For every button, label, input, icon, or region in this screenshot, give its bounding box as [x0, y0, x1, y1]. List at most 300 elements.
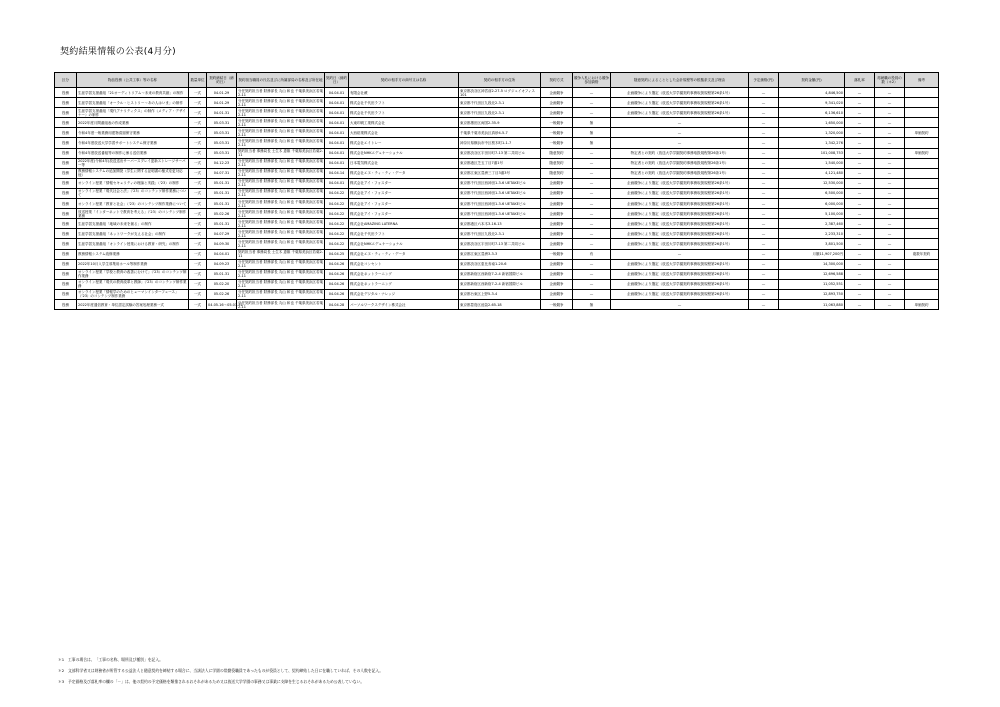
table-cell: 役務 — [55, 108, 77, 118]
footnote: ＊3 予定価格及び落札率の欄の「－」は、他の契約の予定価格を類推されるおそれがあるため又は放送大学学園の事務又は事業に支障を生じるおそれがあるため公表していない。 — [58, 679, 365, 684]
table-cell: — — [845, 239, 875, 249]
table-cell: 生涯学習支援番組「オーラル・ヒストリー～あの人はいま」の制作 — [77, 98, 189, 108]
table-cell — [905, 229, 939, 239]
column-header: 契約担当職員の氏名並びに所属部局の名称及び所在地 — [237, 73, 325, 88]
table-cell: 株式会社ネットラーニング — [349, 269, 459, 279]
table-cell: — — [875, 98, 905, 108]
table-cell: 05.01.31 — [207, 199, 237, 209]
table-cell: — — [875, 239, 905, 249]
table-cell: 04.05.16～05.03.31 — [207, 299, 237, 309]
table-cell: 分任契約担当者 財務部長 丸山 和也 千葉県美浜区若葉2-11 — [238, 98, 323, 107]
table-cell: 株式会社コンセント — [349, 259, 459, 269]
table-cell: — — [845, 138, 875, 148]
table-cell: 役務 — [55, 98, 77, 108]
table-cell: 株式会社千代田ラフト — [349, 98, 459, 108]
table-row — [55, 128, 939, 138]
table-cell: 04.04.01 — [325, 158, 349, 168]
table-cell: 特定者との契約（放送大学学園契約事務取扱規程第26条1号） — [611, 158, 749, 168]
table-cell: 企画競争により選定（放送大学学園契約事務取扱規程第26条1号） — [611, 199, 749, 209]
table-cell: 企画競争により選定（放送大学学園契約事務取扱規程第26条1号） — [611, 209, 749, 219]
table-cell: 04.04.26 — [325, 289, 349, 299]
table-cell: — — [845, 209, 875, 219]
page-title: 契約結果情報の公表(4月分) — [60, 47, 176, 57]
table-cell: 04.04.01 — [325, 88, 349, 98]
table-row — [55, 88, 939, 98]
contract-results-table — [54, 72, 939, 310]
table-cell: 一般競争 — [541, 138, 573, 148]
table-cell: 株式会社NHKエデュケーショナル — [349, 239, 459, 249]
table-cell: 東京都港区六本木3-16-13 — [459, 219, 541, 229]
table-cell: — — [573, 178, 611, 188]
table-cell: 一式 — [189, 138, 207, 148]
table-cell: — — [749, 249, 779, 259]
table-cell — [905, 209, 939, 219]
table-cell: — — [875, 138, 905, 148]
table-cell: — — [573, 158, 611, 168]
table-cell: 株式会社ネットラーニング — [349, 279, 459, 289]
table-cell: オンライン授業「情報セキュリティの理論と実践」（'23）の制作 — [77, 178, 189, 188]
table-cell: — — [611, 118, 749, 128]
table-cell: 令和4年度放送番組等の制作に係る送信業務 — [77, 148, 189, 158]
table-cell — [905, 158, 939, 168]
table-cell: 企画競争により選定（放送大学学園契約事務取扱規程第26条1号） — [611, 219, 749, 229]
table-cell: — — [845, 118, 875, 128]
table-cell: 東京都千代田区西神田1-3-6 UETAKEビル — [459, 209, 541, 219]
table-cell: — — [875, 269, 905, 279]
table-cell: — — [749, 219, 779, 229]
table-cell: 複数年契約 — [905, 249, 939, 259]
table-cell: — — [749, 239, 779, 249]
table-cell: 一式 — [189, 219, 207, 229]
table-cell: — — [875, 249, 905, 259]
table-cell: — — [749, 188, 779, 198]
table-cell: 分任契約担当者 財務部長 丸山 和也 千葉県美浜区若葉2-11 — [238, 270, 323, 279]
table-cell: 役務 — [55, 209, 77, 219]
table-cell: — — [845, 168, 875, 178]
table-cell: 一式 — [189, 269, 207, 279]
table-cell: 12,530,000 — [779, 178, 845, 188]
table-cell: — — [573, 108, 611, 118]
table-cell: — — [573, 188, 611, 198]
table-row — [55, 199, 939, 209]
footnotes — [58, 657, 938, 690]
table-row — [55, 158, 939, 168]
table-cell: 神奈川県横浜市中区桜木町1-1-7 — [459, 138, 541, 148]
table-cell: — — [573, 229, 611, 239]
table-cell: — — [875, 279, 905, 289]
table-cell: 企画競争により選定（放送大学学園契約事務取扱規程第26条1号） — [611, 289, 749, 299]
table-cell: — — [573, 289, 611, 299]
table-cell — [905, 88, 939, 98]
table-cell: 月額11,907,200円 — [779, 249, 845, 259]
table-cell: — — [749, 209, 779, 219]
table-cell: 役務 — [55, 199, 77, 209]
table-cell: — — [845, 178, 875, 188]
column-header: 随意契約によることとした会計規程等の根拠条文及び理由 — [611, 73, 749, 88]
table-cell: オンライン授業「教育と社会」（'23）のコンテンツ制作業務について — [77, 199, 189, 209]
table-cell: — — [749, 138, 779, 148]
column-header: 落札率 — [845, 73, 875, 88]
table-cell — [905, 188, 939, 198]
column-header: 区分 — [55, 73, 77, 88]
table-cell: — — [749, 229, 779, 239]
table-cell: — — [749, 269, 779, 279]
table-cell: 企画競争により選定（放送大学学園契約事務取扱規程第26条1号） — [611, 259, 749, 269]
table-cell: — — [845, 199, 875, 209]
table-cell — [905, 239, 939, 249]
table-cell: 無 — [573, 299, 611, 309]
table-cell: 東京都千代田区九段北2-3-1 — [459, 229, 541, 239]
table-cell: — — [845, 88, 875, 98]
table-cell: — — [749, 199, 779, 209]
table-row — [55, 108, 939, 118]
table-row — [55, 289, 939, 299]
table-cell: 一般競争 — [541, 249, 573, 259]
table-cell: 生涯学習支援番組「ネットワークが支える社会」の制作 — [77, 229, 189, 239]
table-cell: 分任契約担当者 財務部長 丸山 和也 千葉県美浜区若葉2-11 — [238, 239, 323, 248]
table-cell: 101,008,753 — [779, 148, 845, 158]
table-cell: 企画競争 — [541, 178, 573, 188]
table-cell: — — [749, 108, 779, 118]
table-cell: 04.01.29 — [207, 88, 237, 98]
table-cell: 教務情報システムの追加開発（学生に関する証明書の様式変更対応他） — [77, 168, 189, 178]
table-cell — [905, 199, 939, 209]
table-cell: 分任契約担当者 財務部長 丸山 和也 千葉県美浜区若葉2-11 — [238, 128, 323, 137]
table-cell: 一式 — [189, 88, 207, 98]
table-cell: — — [749, 128, 779, 138]
table-cell: 生涯学習支援番組「地域の未来を創る」の制作 — [77, 219, 189, 229]
table-cell: 5,100,000 — [779, 209, 845, 219]
table-cell: 05.01.31 — [207, 188, 237, 198]
table-cell: 東京都江東区豊洲三丁目3番3号 — [459, 168, 541, 178]
table-cell: 役務 — [55, 118, 77, 128]
table-row — [55, 249, 939, 259]
table-cell: 契約担当者 事務局長 土生木 恵雄 千葉県美浜区若葉2-11 — [238, 250, 323, 259]
table-cell: — — [749, 168, 779, 178]
table-cell: 特定者との契約（放送大学学園契約事務取扱規程第26条1号） — [611, 168, 749, 178]
column-header: 再就職の役員の数（＊2） — [875, 73, 905, 88]
table-row — [55, 138, 939, 148]
table-cell: 04.04.28 — [325, 299, 349, 309]
table-cell: 千葉県千葉市美浜区真砂4-5-7 — [459, 128, 541, 138]
table-cell: — — [875, 178, 905, 188]
table-cell: 企画競争により選定（放送大学学園契約事務取扱規程第26条1号） — [611, 178, 749, 188]
table-cell: 2022年10月入学生募集用ホール等制作業務 — [77, 259, 189, 269]
table-cell: — — [611, 299, 749, 309]
table-cell: 分任契約担当者 財務部長 丸山 和也 千葉県美浜区若葉2-11 — [238, 219, 323, 228]
table-cell: 東京都千代田区九段北2-3-1 — [459, 98, 541, 108]
table-cell: 役務 — [55, 289, 77, 299]
table-cell: 役務 — [55, 269, 77, 279]
table-cell: 04.04.22 — [325, 239, 349, 249]
table-cell: 株式会社千代田ラフト — [349, 229, 459, 239]
table-cell: 株式会社デジタル・ナレッジ — [349, 289, 459, 299]
table-cell: 東京都港区芝五丁目7番1号 — [459, 158, 541, 168]
table-cell: 役務 — [55, 188, 77, 198]
table-cell: 企画競争 — [541, 98, 573, 108]
table-cell: 東京都新宿区西新宿7-2-4 新宿国際ビル — [459, 269, 541, 279]
table-cell: 役務 — [55, 88, 77, 98]
column-header: 契約の相手方の商号又は名称 — [349, 73, 459, 88]
table-cell: 05.02.26 — [207, 289, 237, 299]
table-cell: 分任契約担当者 財務部長 丸山 和也 千葉県美浜区若葉2-11 — [238, 88, 323, 97]
table-cell: 企画競争 — [541, 289, 573, 299]
table-cell: 企画競争により選定（放送大学学園契約事務取扱規程第26条1号） — [611, 269, 749, 279]
table-cell: — — [749, 299, 779, 309]
table-cell: 04.12.23 — [207, 158, 237, 168]
table-cell: 05.03.31 — [207, 138, 237, 148]
table-cell: 04.07.31 — [207, 168, 237, 178]
table-cell: 04.04.25 — [325, 249, 349, 259]
table-row — [55, 279, 939, 289]
table-cell: — — [573, 199, 611, 209]
table-cell: 企画競争 — [541, 279, 573, 289]
table-cell — [905, 279, 939, 289]
table-cell: — — [875, 289, 905, 299]
table-cell: 分任契約担当者 財務部長 丸山 和也 千葉県美浜区若葉2-11 — [238, 300, 323, 309]
table-cell: 企画競争 — [541, 108, 573, 118]
table-cell: 株式会社アイ・フォスター — [349, 199, 459, 209]
table-cell: 企画競争により選定（放送大学学園契約事務取扱規程第26条1号） — [611, 108, 749, 118]
table-cell: 企画競争により選定（放送大学学園契約事務取扱規程第26条1号） — [611, 88, 749, 98]
table-cell: 大西総業株式会社 — [349, 128, 459, 138]
table-cell: — — [611, 249, 749, 259]
table-cell: 分任契約担当者 財務部長 丸山 和也 千葉県美浜区若葉2-11 — [238, 108, 323, 117]
table-cell: 東京都台東区上野5-3-4 — [459, 289, 541, 299]
table-cell: — — [875, 118, 905, 128]
table-cell: — — [845, 219, 875, 229]
table-cell: 05.03.31 — [207, 148, 237, 158]
table-cell: 株式会社エイトレー — [349, 138, 459, 148]
table-cell: 2022年度(令和4年)放送送出サーバースプレイ更新ストレージサーバー等 — [77, 158, 189, 168]
table-cell: — — [875, 199, 905, 209]
table-cell: 05.01.31 — [207, 178, 237, 188]
table-cell: — — [845, 98, 875, 108]
table-cell: 随意契約 — [541, 168, 573, 178]
table-cell: 東京都千代田区西神田1-3-6 UETAKEビル — [459, 188, 541, 198]
table-cell: 05.02.20 — [207, 279, 237, 289]
table-cell: 11,063,880 — [779, 299, 845, 309]
table-cell: — — [573, 88, 611, 98]
table-cell: — — [573, 219, 611, 229]
table-cell: 分任契約担当者 財務部長 丸山 和也 千葉県美浜区若葉2-11 — [238, 229, 323, 238]
table-cell: 一式 — [189, 148, 207, 158]
table-cell: 04.09.30 — [207, 239, 237, 249]
table-cell: 役務 — [55, 229, 77, 239]
table-header-row — [55, 73, 939, 88]
table-cell: 6,500,000 — [779, 188, 845, 198]
table-cell: — — [845, 299, 875, 309]
table-cell: 04.04.22 — [325, 199, 349, 209]
table-cell: — — [845, 249, 875, 259]
table-cell: 企画競争 — [541, 219, 573, 229]
table-cell: 一式 — [189, 178, 207, 188]
table-cell: 04.04.26 — [325, 279, 349, 289]
table-cell: — — [749, 158, 779, 168]
table-cell: 04.04.22 — [325, 219, 349, 229]
table-cell: 日本電気株式会社 — [349, 158, 459, 168]
table-cell: 随意契約 — [541, 158, 573, 168]
table-cell: 企画競争 — [541, 229, 573, 239]
table-cell: 05.01.31 — [207, 269, 237, 279]
footnote: ＊2 文部科学省又は財務省が所管する公益法人と随意契約を締結する場合に、当該法人に学園の常勤役職員であったものが役員として、契約締結した日に在職していれば、その人数を記入。 — [58, 668, 384, 673]
table-cell: 04.04.01 — [325, 148, 349, 158]
table-cell: — — [875, 168, 905, 178]
table-cell: 企画競争により選定（放送大学学園契約事務取扱規程第26条1号） — [611, 239, 749, 249]
table-cell: 生涯学習支援番組「オンライン授業における教育・研究」の制作 — [77, 239, 189, 249]
table-cell: 12,893,750 — [779, 289, 845, 299]
table-cell — [905, 118, 939, 128]
table-cell: 企画競争により選定（放送大学学園契約事務取扱規程第26条1号） — [611, 98, 749, 108]
table-cell: 14,300,000 — [779, 259, 845, 269]
table-cell: 05.01.31 — [207, 219, 237, 229]
table-cell: 04.04.01 — [325, 128, 349, 138]
table-cell: — — [749, 118, 779, 128]
table-cell: 04.04.26 — [325, 269, 349, 279]
table-cell: — — [845, 269, 875, 279]
table-cell: — — [611, 138, 749, 148]
table-cell: 東京都渋谷区恵比寿南1-20-6 — [459, 259, 541, 269]
table-cell: — — [573, 168, 611, 178]
table-cell: 株式会社千代田ラフト — [349, 108, 459, 118]
table-cell: — — [573, 259, 611, 269]
table-cell: 一式 — [189, 158, 207, 168]
table-cell: — — [875, 88, 905, 98]
table-cell: — — [875, 219, 905, 229]
table-cell: 一般競争 — [541, 299, 573, 309]
table-cell: 東京都渋谷区宇田川町7-13 第二共同ビル — [459, 239, 541, 249]
table-cell: 2,233,310 — [779, 229, 845, 239]
table-cell: 4,846,500 — [779, 88, 845, 98]
table-cell: 役務 — [55, 249, 77, 259]
column-header: 備考 — [905, 73, 939, 88]
table-cell: 分任契約担当者 財務部長 丸山 和也 千葉県美浜区若葉2-11 — [238, 209, 323, 218]
table-cell: 生涯学習支援番組「現代アナリティクス」の制作（メディア・デザイナー）の制作 — [77, 108, 189, 118]
table-cell: 株式会社エヌ・ティ・ティ・データ — [349, 168, 459, 178]
table-cell: 04.01.31 — [207, 108, 237, 118]
table-cell: 04.04.22 — [325, 188, 349, 198]
table-cell: 6,000,000 — [779, 199, 845, 209]
table-cell: — — [845, 229, 875, 239]
table-cell: 一式 — [189, 199, 207, 209]
table-cell: 2022年度通信教育・単位認定試験の答案処理業務一式 — [77, 299, 189, 309]
column-header: 物品役務（公共工事）等の名称 — [77, 73, 189, 88]
table-cell: 9,341,020 — [779, 98, 845, 108]
table-cell: — — [845, 188, 875, 198]
table-row — [55, 259, 939, 269]
table-cell: 05.02.26 — [207, 209, 237, 219]
table-cell: 東京都豊島区池袋2-65-18 — [459, 299, 541, 309]
table-cell: 1,342,276 — [779, 138, 845, 148]
table-cell: パーソルワークスデザイン株式会社 — [349, 299, 459, 309]
table-cell: 04.04.22 — [325, 229, 349, 239]
table-cell: — — [749, 279, 779, 289]
table-cell: 株式会社アイ・フォスター — [349, 188, 459, 198]
table-cell: 企画競争 — [541, 239, 573, 249]
table-cell: 企画競争 — [541, 259, 573, 269]
table-cell: 株式会社アイ・フォスター — [349, 178, 459, 188]
table-cell: 分任契約担当者 財務部長 丸山 和也 千葉県美浜区若葉2-11 — [238, 139, 323, 148]
table-cell — [905, 138, 939, 148]
table-cell: — — [875, 209, 905, 219]
table-cell: 一式 — [189, 239, 207, 249]
table-row — [55, 269, 939, 279]
table-row — [55, 209, 939, 219]
table-cell: 一式 — [189, 299, 207, 309]
table-cell: 役務 — [55, 148, 77, 158]
table-cell: 1,650,000 — [779, 118, 845, 128]
column-header: 予定価格(円) — [749, 73, 779, 88]
table-cell: — — [875, 148, 905, 158]
column-header: 競争入札における競争参加資格 — [573, 73, 611, 88]
table-cell — [905, 289, 939, 299]
table-cell: 役務 — [55, 158, 77, 168]
table-cell: 役務 — [55, 279, 77, 289]
table-cell: 随意契約 — [541, 148, 573, 158]
table-cell: 無 — [573, 128, 611, 138]
table-cell: — — [875, 188, 905, 198]
table-cell: — — [845, 158, 875, 168]
table-cell: 04.04.01 — [325, 118, 349, 128]
table-cell: 分任契約担当者 財務部長 丸山 和也 千葉県美浜区若葉2-11 — [238, 159, 323, 168]
table-cell: 一式 — [189, 209, 207, 219]
table-cell: — — [749, 259, 779, 269]
table-row — [55, 299, 939, 309]
table-cell: 大東印刷工業株式会社 — [349, 118, 459, 128]
table-cell: 役務 — [55, 239, 77, 249]
table-row — [55, 229, 939, 239]
table-cell: 05.03.31 — [207, 118, 237, 128]
table-cell: 3,801,500 — [779, 239, 845, 249]
table-row — [55, 148, 939, 158]
table-cell: 企画競争 — [541, 269, 573, 279]
table-cell: — — [845, 108, 875, 118]
table-cell: 1,540,000 — [779, 158, 845, 168]
footnote: ＊1 工事の場合は、「工事の名称、場所及び種別」を記入。 — [58, 657, 163, 662]
table-cell — [905, 259, 939, 269]
table-row — [55, 219, 939, 229]
table-cell: 一式 — [189, 108, 207, 118]
table-cell: 一式 — [189, 98, 207, 108]
table-cell: 04.04.01 — [325, 108, 349, 118]
table-cell: — — [845, 128, 875, 138]
table-cell: 東京都江東区豊洲3-3-3 — [459, 249, 541, 259]
table-cell: 企画競争により選定（放送大学学園契約事務取扱規程第26条1号） — [611, 188, 749, 198]
table-cell: オンライン授業「現代の教育改革と教師」（'23）のコンテンツ制作業務 — [77, 279, 189, 289]
table-cell: 05.03.31 — [207, 128, 237, 138]
table-cell: 東京都新宿区西新宿7-2-4 新宿国際ビル — [459, 279, 541, 289]
table-cell: 04.04.01 — [207, 249, 237, 259]
table-cell: 単価契約 — [905, 128, 939, 138]
table-cell: — — [749, 98, 779, 108]
table-cell: 単価契約 — [905, 299, 939, 309]
table-cell: — — [749, 88, 779, 98]
table-cell: 東京都千代田区九段北2-3-1 — [459, 108, 541, 118]
table-cell: 東京都墨田区両国2-35-9 — [459, 118, 541, 128]
table-cell: 東京都千代田区西神田1-3-6 UETAKEビル — [459, 178, 541, 188]
table-cell: 企画競争 — [541, 88, 573, 98]
table-cell: — — [875, 299, 905, 309]
table-cell: 東京都千代田区西神田1-3-6 UETAKEビル — [459, 199, 541, 209]
table-cell: 役務 — [55, 219, 77, 229]
table-cell: 分任契約担当者 財務部長 丸山 和也 千葉県美浜区若葉2-11 — [238, 280, 323, 289]
table-cell: 単価契約 — [905, 148, 939, 158]
table-cell: — — [749, 178, 779, 188]
table-cell: 4,121,480 — [779, 168, 845, 178]
table-cell: 有限会社蔵 — [349, 88, 459, 98]
table-cell: 04.07.29 — [207, 229, 237, 239]
table-cell: 一式 — [189, 279, 207, 289]
